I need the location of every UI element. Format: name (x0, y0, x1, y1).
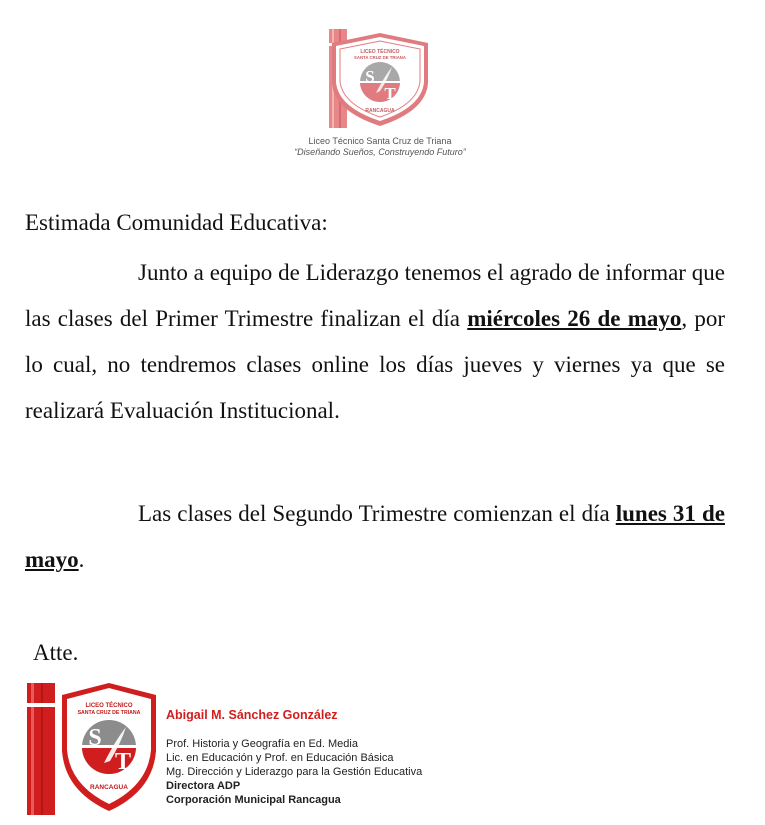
signatory-name: Abigail M. Sánchez González (166, 708, 338, 722)
svg-text:S: S (365, 67, 375, 86)
signature-block (166, 707, 422, 807)
svg-text:T: T (114, 749, 132, 775)
svg-text:RANCAGUA: RANCAGUA (90, 784, 128, 791)
svg-text:T: T (384, 84, 396, 103)
letter-paragraph-2 (25, 491, 725, 583)
paragraph-2-text-end: . (78, 547, 85, 572)
school-motto: “Diseñando Sueños, Construyendo Futuro” (294, 147, 466, 157)
letter-paragraph-1 (25, 250, 725, 434)
signature-credential: Mg. Dirección y Liderazgo para la Gestión Educativa (166, 766, 423, 778)
signature-position: Directora ADP (166, 780, 241, 792)
paragraph-1-text-end: , por lo cual, no tendremos clases online los días jueves y viernes ya que se realizará Evaluación Institucional. (25, 306, 726, 423)
svg-text:RANCAGUA: RANCAGUA (365, 108, 395, 114)
svg-text:S: S (88, 725, 102, 751)
signature-school-logo (60, 681, 158, 813)
school-logo (328, 27, 432, 129)
signature-organization: Corporación Municipal Rancagua (166, 794, 341, 806)
svg-text:LICEO TÉCNICO: LICEO TÉCNICO (360, 49, 400, 55)
school-name: Liceo Técnico Santa Cruz de Triana (308, 136, 452, 146)
start-date: lunes 31 de mayo (25, 501, 725, 572)
end-date: miércoles 26 de mayo (467, 306, 682, 331)
paragraph-2-text: Las clases del Segundo Trimestre comienzan el día (138, 501, 616, 526)
signature-red-bar (27, 683, 55, 815)
signature-credential: Prof. Historia y Geografía en Ed. Media (166, 738, 358, 750)
svg-text:SANTA CRUZ DE TRIANA: SANTA CRUZ DE TRIANA (77, 710, 141, 716)
letter-greeting: Estimada Comunidad Educativa: (25, 210, 328, 235)
paragraph-1-text: Junto a equipo de Liderazgo tenemos el agrado de informar que las clases del Primer Trimestre finalizan el día (25, 260, 725, 331)
signature-credential: Lic. en Educación y Prof. en Educación Básica (166, 752, 394, 764)
letter-signoff: Atte. (33, 640, 79, 665)
svg-text:SANTA CRUZ DE TRIANA: SANTA CRUZ DE TRIANA (353, 55, 407, 60)
svg-text:LICEO TÉCNICO: LICEO TÉCNICO (85, 703, 133, 709)
